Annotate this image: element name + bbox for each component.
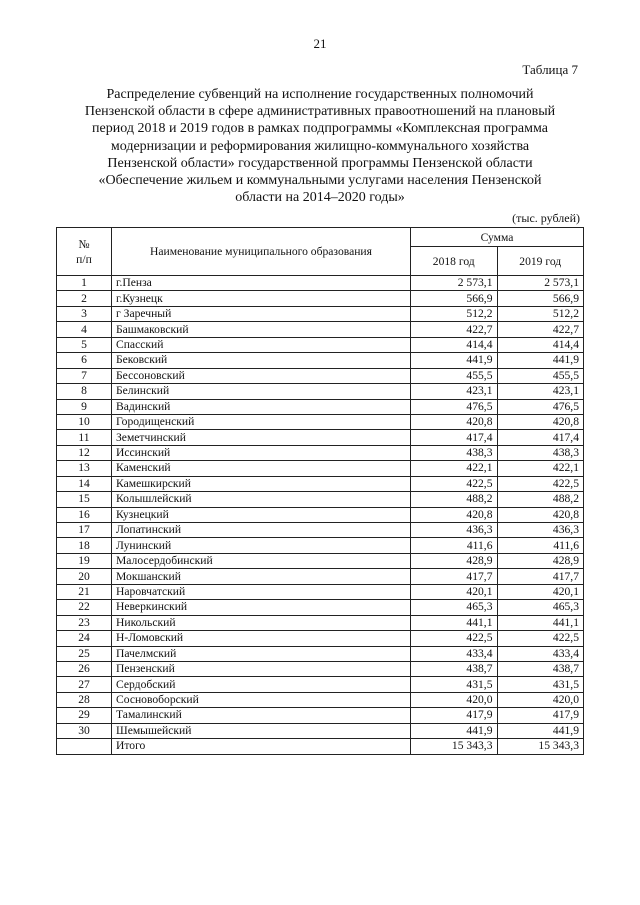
- row-number: 24: [57, 631, 112, 646]
- amount-2019: 423,1: [497, 384, 584, 399]
- row-number: 2: [57, 291, 112, 306]
- table-row: [57, 276, 584, 291]
- header-year-2019: 2019 год: [497, 247, 584, 276]
- row-number: 14: [57, 476, 112, 491]
- title-line: период 2018 и 2019 годов в рамках подпрограммы «Комплексная программа: [92, 121, 548, 137]
- municipality-name: Лунинский: [112, 538, 411, 553]
- amount-2018: 441,1: [411, 615, 498, 630]
- amount-2018: 15 343,3: [411, 739, 498, 754]
- row-number: 23: [57, 615, 112, 630]
- amount-2018: 433,4: [411, 646, 498, 661]
- table-row: [57, 631, 584, 646]
- table-row: [57, 600, 584, 615]
- amount-2018: 455,5: [411, 368, 498, 383]
- table-row: [57, 615, 584, 630]
- amount-2018: 414,4: [411, 337, 498, 352]
- table-row: [57, 430, 584, 445]
- municipality-name: Малосердобинский: [112, 553, 411, 568]
- title-line: Пензенской области в сфере административных правоотношений на плановый: [84, 104, 556, 120]
- table-row: [57, 322, 584, 337]
- table-row: [57, 337, 584, 352]
- row-number: 3: [57, 306, 112, 321]
- header-sum: Сумма: [411, 228, 584, 247]
- header-num: № п/п: [57, 228, 112, 276]
- municipality-name: Земетчинский: [112, 430, 411, 445]
- amount-2019: 420,0: [497, 692, 584, 707]
- amount-2018: 436,3: [411, 523, 498, 538]
- table-row: [57, 523, 584, 538]
- header-name: Наименование муниципального образования: [112, 228, 411, 276]
- amount-2019: 417,9: [497, 708, 584, 723]
- page-number: 21: [313, 36, 327, 51]
- amount-2019: 431,5: [497, 677, 584, 692]
- title-line: Распределение субвенций на исполнение государственных полномочий: [106, 87, 534, 102]
- table-row: [57, 507, 584, 522]
- amount-2018: 420,0: [411, 692, 498, 707]
- title-line: области на 2014–2020 годы»: [235, 190, 405, 206]
- municipality-name: Мокшанский: [112, 569, 411, 584]
- municipality-name: Колышлейский: [112, 492, 411, 507]
- municipality-name: Камешкирский: [112, 476, 411, 491]
- municipality-name: г Заречный: [112, 306, 411, 321]
- amount-2018: 422,1: [411, 461, 498, 476]
- amount-2019: 512,2: [497, 306, 584, 321]
- amount-2019: 2 573,1: [497, 276, 584, 291]
- row-number: 17: [57, 523, 112, 538]
- amount-2019: 428,9: [497, 553, 584, 568]
- amount-2019: 438,3: [497, 445, 584, 460]
- amount-2019: 465,3: [497, 600, 584, 615]
- amount-2018: 417,7: [411, 569, 498, 584]
- amount-2019: 422,5: [497, 631, 584, 646]
- title-line: модернизации и реформирования жилищно-коммунального хозяйства: [110, 138, 530, 154]
- table-row: [57, 723, 584, 738]
- amount-2019: 422,5: [497, 476, 584, 491]
- municipality-name: Башмаковский: [112, 322, 411, 337]
- municipality-name: Спасский: [112, 337, 411, 352]
- header-year-2018: 2018 год: [411, 247, 498, 276]
- table-row: [57, 569, 584, 584]
- table-row: [57, 306, 584, 321]
- amount-2018: 420,8: [411, 414, 498, 429]
- table-row: [57, 414, 584, 429]
- table-row: [57, 708, 584, 723]
- amount-2018: 566,9: [411, 291, 498, 306]
- municipality-name: Сосновоборский: [112, 692, 411, 707]
- municipality-name: Неверкинский: [112, 600, 411, 615]
- row-number: 28: [57, 692, 112, 707]
- total-row: [57, 739, 584, 754]
- amount-2018: 420,1: [411, 584, 498, 599]
- row-number: 15: [57, 492, 112, 507]
- amount-2019: 411,6: [497, 538, 584, 553]
- row-number: 22: [57, 600, 112, 615]
- table-row: [57, 461, 584, 476]
- municipality-name: Никольский: [112, 615, 411, 630]
- municipality-name: Бековский: [112, 353, 411, 368]
- row-number: 12: [57, 445, 112, 460]
- row-number: 19: [57, 553, 112, 568]
- row-number: 1: [57, 276, 112, 291]
- row-number: [57, 739, 112, 754]
- municipality-name: Наровчатский: [112, 584, 411, 599]
- table-row: [57, 291, 584, 306]
- municipality-name: Итого: [112, 739, 411, 754]
- row-number: 26: [57, 661, 112, 676]
- table-row: [57, 368, 584, 383]
- amount-2018: 438,3: [411, 445, 498, 460]
- row-number: 16: [57, 507, 112, 522]
- table-row: [57, 445, 584, 460]
- amount-2019: 476,5: [497, 399, 584, 414]
- amount-2019: 441,1: [497, 615, 584, 630]
- amount-2018: 420,8: [411, 507, 498, 522]
- table-row: [57, 384, 584, 399]
- amount-2018: 488,2: [411, 492, 498, 507]
- amount-2019: 417,4: [497, 430, 584, 445]
- amount-2018: 417,4: [411, 430, 498, 445]
- table-row: [57, 353, 584, 368]
- amount-2019: 441,9: [497, 723, 584, 738]
- amount-2019: 420,8: [497, 507, 584, 522]
- title-line: «Обеспечение жильем и коммунальными услугами населения Пензенской: [98, 173, 542, 189]
- table-row: [57, 553, 584, 568]
- row-number: 13: [57, 461, 112, 476]
- table-row: [57, 661, 584, 676]
- municipality-name: Н-Ломовский: [112, 631, 411, 646]
- amount-2019: 15 343,3: [497, 739, 584, 754]
- amount-2018: 422,5: [411, 631, 498, 646]
- row-number: 18: [57, 538, 112, 553]
- municipality-name: Белинский: [112, 384, 411, 399]
- amount-2018: 2 573,1: [411, 276, 498, 291]
- municipality-name: Каменский: [112, 461, 411, 476]
- municipality-name: г.Кузнецк: [112, 291, 411, 306]
- subsidy-table: [56, 227, 584, 755]
- municipality-name: Вадинский: [112, 399, 411, 414]
- amount-2019: 433,4: [497, 646, 584, 661]
- amount-2019: 420,1: [497, 584, 584, 599]
- table-row: [57, 492, 584, 507]
- municipality-name: г.Пенза: [112, 276, 411, 291]
- amount-2019: 488,2: [497, 492, 584, 507]
- table-body: [57, 276, 584, 755]
- row-number: 7: [57, 368, 112, 383]
- row-number: 6: [57, 353, 112, 368]
- amount-2018: 476,5: [411, 399, 498, 414]
- amount-2019: 420,8: [497, 414, 584, 429]
- table-row: [57, 538, 584, 553]
- table-row: [57, 584, 584, 599]
- municipality-name: Кузнецкий: [112, 507, 411, 522]
- table-label: Таблица 7: [522, 62, 578, 77]
- amount-2018: 428,9: [411, 553, 498, 568]
- amount-2018: 417,9: [411, 708, 498, 723]
- table-row: [57, 677, 584, 692]
- municipality-name: Шемышейский: [112, 723, 411, 738]
- municipality-name: Сердобский: [112, 677, 411, 692]
- amount-2018: 512,2: [411, 306, 498, 321]
- table-row: [57, 476, 584, 491]
- amount-2018: 438,7: [411, 661, 498, 676]
- amount-2019: 441,9: [497, 353, 584, 368]
- amount-2019: 422,1: [497, 461, 584, 476]
- row-number: 5: [57, 337, 112, 352]
- municipality-name: Тамалинский: [112, 708, 411, 723]
- municipality-name: Городищенский: [112, 414, 411, 429]
- amount-2019: 414,4: [497, 337, 584, 352]
- amount-2019: 417,7: [497, 569, 584, 584]
- amount-2019: 422,7: [497, 322, 584, 337]
- amount-2018: 441,9: [411, 353, 498, 368]
- amount-2018: 422,7: [411, 322, 498, 337]
- municipality-name: Иссинский: [112, 445, 411, 460]
- row-number: 20: [57, 569, 112, 584]
- table-row: [57, 399, 584, 414]
- amount-2018: 411,6: [411, 538, 498, 553]
- amount-2018: 441,9: [411, 723, 498, 738]
- row-number: 25: [57, 646, 112, 661]
- amount-2018: 465,3: [411, 600, 498, 615]
- amount-2019: 438,7: [497, 661, 584, 676]
- row-number: 30: [57, 723, 112, 738]
- row-number: 10: [57, 414, 112, 429]
- amount-2019: 436,3: [497, 523, 584, 538]
- municipality-name: Бессоновский: [112, 368, 411, 383]
- amount-2018: 431,5: [411, 677, 498, 692]
- title-line: Пензенской области» государственной программы Пензенской области: [107, 155, 533, 171]
- table-row: [57, 692, 584, 707]
- row-number: 29: [57, 708, 112, 723]
- amount-2019: 455,5: [497, 368, 584, 383]
- row-number: 27: [57, 677, 112, 692]
- row-number: 9: [57, 399, 112, 414]
- units-note: (тыс. рублей): [512, 211, 580, 225]
- table-row: [57, 646, 584, 661]
- municipality-name: Пачелмский: [112, 646, 411, 661]
- row-number: 4: [57, 322, 112, 337]
- amount-2019: 566,9: [497, 291, 584, 306]
- row-number: 8: [57, 384, 112, 399]
- municipality-name: Пензенский: [112, 661, 411, 676]
- row-number: 11: [57, 430, 112, 445]
- municipality-name: Лопатинский: [112, 523, 411, 538]
- amount-2018: 423,1: [411, 384, 498, 399]
- row-number: 21: [57, 584, 112, 599]
- document-title: [60, 86, 580, 206]
- amount-2018: 422,5: [411, 476, 498, 491]
